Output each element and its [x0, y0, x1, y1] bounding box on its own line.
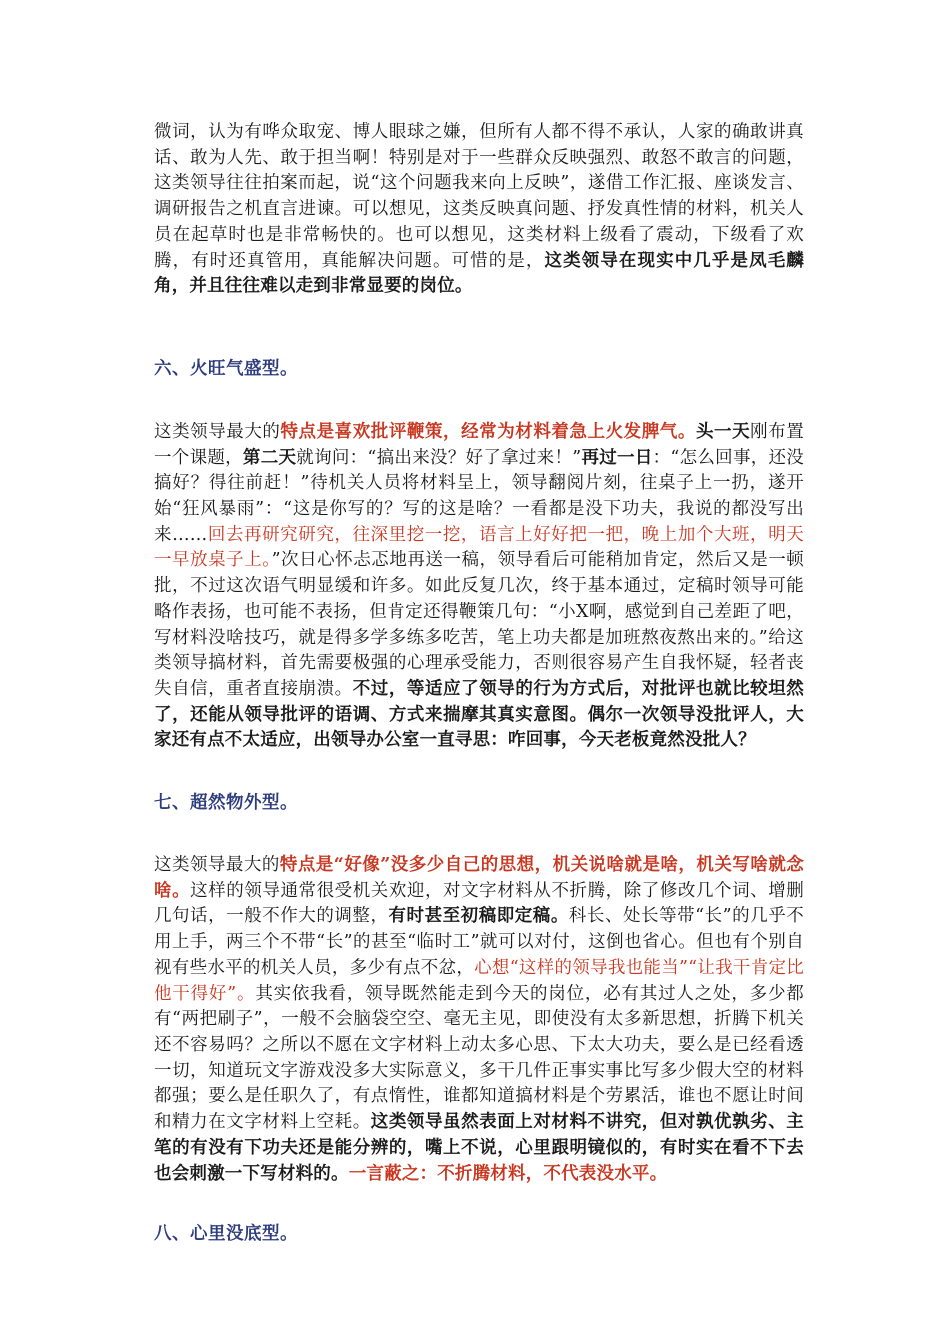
text-run: 微词，认为有哗众取宠、博人眼球之嫌，但所有人都不得不承认，人家的确敢讲真话、敢为人先、敢于担当啊！特别是对于一些群众反映强烈、敢怒不敢言的问题，这类领导往往拍案而起，说“这个问题我来向上反映”，遂借工作汇报、座谈发言、调研报告之机直言进谏。可以想见，这类反映真问题、抒发真性情的材料，机关人员在起草时也是非常畅快的。也可以想见，这类材料上级看了震动，下级看了欢腾，有时还真管用，真能解决问题。可惜的是， — [154, 122, 804, 271]
text-run: 刚布置一个课题， — [154, 421, 804, 468]
paragraph-section-6 — [154, 420, 804, 754]
emphasis-run: 再过一日 — [581, 447, 653, 468]
text-run: 这类领导最大的 — [154, 855, 280, 876]
emphasis-run: 第二天 — [242, 447, 297, 468]
text-run: 其实依我看，领导既然能走到今天的岗位，必有其过人之处，多少都有“两把刷子”，一般不会脑袋空空、毫无主见，即使没有太多新思想，折腾下机关还不容易吗？之所以不愿在文字材料上动太多心思、下太大功夫，要么是已经看透一切，知道玩文字游戏没多大实际意义，多干几件正事实事比写多少假大空的材料都强；要么是任职久了，有点惰性，谁都知道搞材料是个劳累活，谁也不愿让时间和精力在文字材料上空耗。 — [154, 983, 804, 1133]
document-content — [154, 120, 804, 1247]
section-heading-6: 六、火旺气盛型。 — [154, 358, 298, 379]
emphasis-run: 一言蔽之：不折腾材料，不代表没水平。 — [348, 1163, 668, 1184]
text-run: ”次日心怀忐忑地再送一稿，领导看后可能稍加肯定，然后又是一顿批，不过这次语气明显缓和许多。如此反复几次，终于基本通过，定稿时领导可能略作表扬，也可能不表扬，但肯定还得鞭策几句：“小X啊，感觉到自己差距了吧，写材料没啥技巧，就是得多学多练多吃苦，笔上功夫都是加班熬夜熬出来的。”给这类领导搞材料，首先需要极强的心理承受能力，否则很容易产生自我怀疑，轻者丧失自信，重者直接崩溃。 — [154, 550, 804, 699]
emphasis-run: 有时甚至初稿即定稿。 — [388, 906, 569, 927]
section-heading-8: 八、心里没底型。 — [154, 1224, 298, 1245]
text-run: 这样的领导通常很受机关欢迎，对文字材料从不折腾，除了修改几个词、增删几句话，一般不作大的调整， — [154, 880, 804, 927]
text-run: ：“怎么回事，还没搞好？得往前赶！”待机关人员将材料呈上，领导翻阅片刻，往桌子上一扔，遂开始“狂风暴雨”：“这是你写的？写的这是啥？一看都是没下功夫，我说的都没写出来…… — [154, 447, 805, 545]
emphasis-run: 特点是喜欢批评鞭策，经常为材料着急上火发脾气。 — [280, 421, 696, 442]
text-run: 这类领导最大的 — [154, 421, 281, 442]
text-run: 科长、处长等带“长”的几乎不用上手，两三个不带“长”的甚至“临时工”就可以对付，这倒也省心。但也有个别自视有些水平的机关人员，多少有点不忿， — [154, 906, 804, 978]
emphasis-run: 回去再研究研究，往深里挖一挖，语言上好好把一把，晚上加个大班，明天一早放桌子上。 — [154, 524, 804, 571]
text-run: 就询问：“搞出来没？好了拿过来！” — [296, 447, 582, 468]
emphasis-run: 心想“这样的领导我也能当”“让我干肯定比他干得好”。 — [154, 957, 804, 1004]
paragraph-section-5-end — [154, 120, 804, 300]
paragraph-section-7 — [154, 853, 804, 1187]
section-heading-7: 七、超然物外型。 — [154, 793, 298, 814]
emphasis-run: 这类领导在现实中几乎是凤毛麟角，并且往往难以走到非常显要的岗位。 — [154, 250, 804, 297]
emphasis-run: 头一天 — [695, 421, 751, 442]
emphasis-run: 特点是“好像”没多少自己的思想，机关说啥就是啥，机关写啥就念啥。 — [154, 855, 804, 901]
emphasis-run: 这类领导虽然表面上对材料不讲究，但对孰优孰劣、主笔的有没有下功夫还是能分辨的，嘴上不说，心里跟明镜似的，有时实在看不下去也会刺激一下写材料的。 — [154, 1112, 804, 1184]
emphasis-run: 不过，等适应了领导的行为方式后，对批评也就比较坦然了，还能从领导批评的语调、方式来揣摩其真实意图。偶尔一次领导没批评人，大家还有点不太适应，出领导办公室一直寻思：咋回事，今天老板竟然没批人？ — [154, 678, 805, 751]
